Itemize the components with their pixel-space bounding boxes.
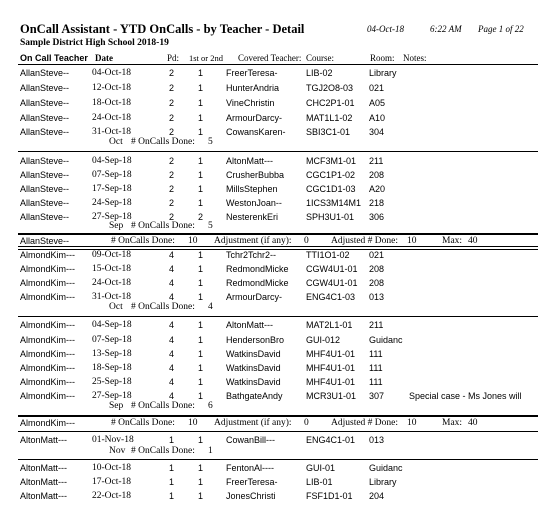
row-date: 09-Oct-18 <box>92 250 132 260</box>
month-done-value: 6 <box>208 401 213 411</box>
row-first-second: 1 <box>198 320 204 330</box>
row-date: 17-Sep-18 <box>92 184 132 194</box>
row-pd: 4 <box>169 292 175 302</box>
row-course: LIB-02 <box>306 68 333 78</box>
row-pd: 4 <box>169 264 175 274</box>
row-pd: 4 <box>169 349 175 359</box>
row-first-second: 1 <box>198 250 204 260</box>
total-teacher: AllanSteve-- <box>20 236 70 246</box>
row-covered-teacher: ArmourDarcy- <box>226 292 283 302</box>
row-first-second: 1 <box>198 435 204 445</box>
total-max-label: Max: <box>442 418 463 428</box>
row-covered-teacher: BathgateAndy <box>226 391 283 401</box>
print-time: 6:22 AM <box>430 24 462 34</box>
row-oncall-teacher: AltonMatt--- <box>20 435 68 445</box>
row-course: 1ICS3M14M1 <box>306 198 362 208</box>
row-room: 204 <box>369 491 385 501</box>
report-title: OnCall Assistant - YTD OnCalls - by Teacher - Detail <box>20 22 305 36</box>
row-oncall-teacher: AltonMatt--- <box>20 477 68 487</box>
row-first-second: 1 <box>198 391 204 401</box>
row-room: Guidanc <box>369 463 403 473</box>
row-course: MAT1L1-02 <box>306 113 353 123</box>
row-covered-teacher: Tchr2Tchr2-- <box>226 250 277 260</box>
total-adjdone-label: Adjusted # Done: <box>331 236 399 246</box>
row-course: CGC1D1-03 <box>306 184 356 194</box>
row-course: ENG4C1-01 <box>306 435 356 445</box>
row-date: 24-Oct-18 <box>92 278 132 288</box>
row-pd: 2 <box>169 198 175 208</box>
row-oncall-teacher: AllanSteve-- <box>20 113 70 123</box>
row-date: 13-Sep-18 <box>92 349 132 359</box>
month-done-label: # OnCalls Done: <box>131 302 195 312</box>
row-covered-teacher: AltonMatt--- <box>226 156 274 166</box>
row-course: FSF1D1-01 <box>306 491 353 501</box>
row-date: 18-Sep-18 <box>92 363 132 373</box>
row-oncall-teacher: AlmondKim--- <box>20 278 76 288</box>
col-notes: Notes: <box>403 53 427 63</box>
row-first-second: 1 <box>198 463 204 473</box>
row-course: SPH3U1-01 <box>306 212 355 222</box>
print-date: 04-Oct-18 <box>367 24 404 34</box>
row-first-second: 1 <box>198 335 204 345</box>
row-room: 208 <box>369 170 385 180</box>
row-first-second: 1 <box>198 170 204 180</box>
row-covered-teacher: RedmondMicke <box>226 278 289 288</box>
row-room: Library <box>369 477 397 487</box>
row-oncall-teacher: AlmondKim--- <box>20 363 76 373</box>
row-covered-teacher: ArmourDarcy- <box>226 113 283 123</box>
row-pd: 1 <box>169 477 175 487</box>
row-covered-teacher: FreerTeresa- <box>226 477 278 487</box>
row-covered-teacher: WatkinsDavid <box>226 377 281 387</box>
row-course: GUI-012 <box>306 335 341 345</box>
row-course: MAT2L1-01 <box>306 320 353 330</box>
row-course: ENG4C1-03 <box>306 292 356 302</box>
month-done-value: 5 <box>208 221 213 231</box>
row-course: MHF4U1-01 <box>306 349 356 359</box>
row-oncall-teacher: AllanSteve-- <box>20 127 70 137</box>
row-date: 31-Oct-18 <box>92 127 132 137</box>
row-pd: 4 <box>169 377 175 387</box>
total-max-value: 40 <box>468 418 478 428</box>
row-first-second: 1 <box>198 83 204 93</box>
month-done-value: 1 <box>208 446 213 456</box>
row-oncall-teacher: AlmondKim--- <box>20 320 76 330</box>
row-course: MHF4U1-01 <box>306 363 356 373</box>
row-oncall-teacher: AllanSteve-- <box>20 170 70 180</box>
row-oncall-teacher: AlmondKim--- <box>20 335 76 345</box>
row-oncall-teacher: AlmondKim--- <box>20 250 76 260</box>
row-covered-teacher: CowansKaren- <box>226 127 286 137</box>
row-date: 31-Oct-18 <box>92 292 132 302</box>
row-first-second: 1 <box>198 477 204 487</box>
row-date: 04-Sep-18 <box>92 156 132 166</box>
row-room: A20 <box>369 184 386 194</box>
row-room: Guidanc <box>369 335 403 345</box>
row-room: 304 <box>369 127 385 137</box>
month-label: Oct <box>109 302 123 312</box>
row-covered-teacher: JonesChristi <box>226 491 276 501</box>
page-number: Page 1 of 22 <box>478 24 524 34</box>
separator-rule <box>18 459 538 460</box>
row-first-second: 1 <box>198 349 204 359</box>
row-pd: 1 <box>169 491 175 501</box>
month-done-value: 4 <box>208 302 213 312</box>
row-first-second: 2 <box>198 212 204 222</box>
row-oncall-teacher: AlmondKim--- <box>20 391 76 401</box>
row-date: 24-Sep-18 <box>92 198 132 208</box>
row-covered-teacher: HunterAndria <box>226 83 280 93</box>
month-label: Sep <box>109 221 124 231</box>
header-rule <box>18 64 538 65</box>
row-covered-teacher: CrusherBubba <box>226 170 285 180</box>
total-rule <box>18 415 538 417</box>
row-room: 021 <box>369 250 385 260</box>
row-oncall-teacher: AlmondKim--- <box>20 377 76 387</box>
row-pd: 1 <box>169 463 175 473</box>
month-label: Sep <box>109 401 124 411</box>
row-oncall-teacher: AllanSteve-- <box>20 184 70 194</box>
row-covered-teacher: FentonAl---- <box>226 463 275 473</box>
row-date: 17-Oct-18 <box>92 477 132 487</box>
row-oncall-teacher: AllanSteve-- <box>20 68 70 78</box>
col-covered-teacher: Covered Teacher: <box>238 53 302 63</box>
total-adjdone-value: 10 <box>407 418 417 428</box>
row-pd: 2 <box>169 170 175 180</box>
total-adjdone-label: Adjusted # Done: <box>331 418 399 428</box>
month-label: Nov <box>109 446 126 456</box>
total-done-value: 10 <box>188 418 198 428</box>
row-oncall-teacher: AlmondKim--- <box>20 264 76 274</box>
row-covered-teacher: MillsStephen <box>226 184 278 194</box>
total-adj-value: 0 <box>304 418 309 428</box>
row-date: 25-Sep-18 <box>92 377 132 387</box>
row-room: 208 <box>369 278 385 288</box>
row-course: LIB-01 <box>306 477 333 487</box>
row-first-second: 1 <box>198 198 204 208</box>
row-room: 307 <box>369 391 385 401</box>
row-first-second: 1 <box>198 98 204 108</box>
row-room: 021 <box>369 83 385 93</box>
row-covered-teacher: WatkinsDavid <box>226 363 281 373</box>
row-covered-teacher: WestonJoan-- <box>226 198 282 208</box>
row-oncall-teacher: AlmondKim--- <box>20 349 76 359</box>
col-course: Course: <box>306 53 334 63</box>
total-adjdone-value: 10 <box>407 236 417 246</box>
row-covered-teacher: VineChristin <box>226 98 275 108</box>
row-date: 15-Oct-18 <box>92 264 132 274</box>
total-adj-label: Adjustment (if any): <box>214 236 292 246</box>
col-first-second: 1st or 2nd <box>189 53 223 63</box>
row-room: Library <box>369 68 397 78</box>
row-room: 111 <box>369 349 383 359</box>
row-room: 208 <box>369 264 385 274</box>
row-oncall-teacher: AlmondKim--- <box>20 292 76 302</box>
row-first-second: 1 <box>198 184 204 194</box>
total-adj-value: 0 <box>304 236 309 246</box>
row-course: CHC2P1-01 <box>306 98 355 108</box>
row-pd: 2 <box>169 184 175 194</box>
row-course: MCF3M1-01 <box>306 156 357 166</box>
row-date: 27-Sep-18 <box>92 391 132 401</box>
row-pd: 2 <box>169 127 175 137</box>
total-done-label: # OnCalls Done: <box>111 236 175 246</box>
total-teacher: AlmondKim--- <box>20 418 76 428</box>
month-done-value: 5 <box>208 137 213 147</box>
row-oncall-teacher: AllanSteve-- <box>20 156 70 166</box>
separator-rule <box>18 316 538 317</box>
row-room: 013 <box>369 292 385 302</box>
row-course: MHF4U1-01 <box>306 377 356 387</box>
row-oncall-teacher: AllanSteve-- <box>20 212 70 222</box>
row-date: 24-Oct-18 <box>92 113 132 123</box>
row-first-second: 1 <box>198 113 204 123</box>
total-done-label: # OnCalls Done: <box>111 418 175 428</box>
col-oncall-teacher: On Call Teacher <box>20 53 88 63</box>
row-oncall-teacher: AllanSteve-- <box>20 98 70 108</box>
row-date: 01-Nov-18 <box>92 435 134 445</box>
month-done-label: # OnCalls Done: <box>131 137 195 147</box>
row-pd: 2 <box>169 156 175 166</box>
row-notes: Special case - Ms Jones will <box>409 391 522 401</box>
row-course: CGC1P1-02 <box>306 170 356 180</box>
row-pd: 4 <box>169 335 175 345</box>
row-first-second: 1 <box>198 363 204 373</box>
row-room: 211 <box>369 320 384 330</box>
row-course: TTI1O1-02 <box>306 250 350 260</box>
row-pd: 2 <box>169 98 175 108</box>
row-first-second: 1 <box>198 68 204 78</box>
row-date: 04-Oct-18 <box>92 68 132 78</box>
row-covered-teacher: RedmondMicke <box>226 264 289 274</box>
total-adj-label: Adjustment (if any): <box>214 418 292 428</box>
row-first-second: 1 <box>198 156 204 166</box>
row-pd: 2 <box>169 68 175 78</box>
total-max-value: 40 <box>468 236 478 246</box>
row-course: GUI-01 <box>306 463 336 473</box>
row-date: 22-Oct-18 <box>92 491 132 501</box>
row-covered-teacher: NesterenkEri <box>226 212 279 222</box>
month-done-label: # OnCalls Done: <box>131 401 195 411</box>
row-oncall-teacher: AltonMatt--- <box>20 491 68 501</box>
row-room: 111 <box>369 377 383 387</box>
row-room: 211 <box>369 156 384 166</box>
row-date: 18-Oct-18 <box>92 98 132 108</box>
row-oncall-teacher: AllanSteve-- <box>20 198 70 208</box>
row-pd: 4 <box>169 320 175 330</box>
month-done-label: # OnCalls Done: <box>131 221 195 231</box>
row-course: CGW4U1-01 <box>306 264 358 274</box>
month-label: Oct <box>109 137 123 147</box>
row-first-second: 1 <box>198 292 204 302</box>
row-covered-teacher: WatkinsDavid <box>226 349 281 359</box>
row-oncall-teacher: AltonMatt--- <box>20 463 68 473</box>
row-course: TGJ2O8-03 <box>306 83 354 93</box>
row-covered-teacher: CowanBill--- <box>226 435 276 445</box>
row-date: 07-Sep-18 <box>92 335 132 345</box>
row-pd: 4 <box>169 250 175 260</box>
row-date: 27-Sep-18 <box>92 212 132 222</box>
total-underline <box>18 431 538 432</box>
row-room: 013 <box>369 435 385 445</box>
school-name: Sample District High School 2018-19 <box>20 38 169 48</box>
row-course: SBI3C1-01 <box>306 127 351 137</box>
total-max-label: Max: <box>442 236 463 246</box>
row-pd: 4 <box>169 363 175 373</box>
total-done-value: 10 <box>188 236 198 246</box>
row-pd: 2 <box>169 212 175 222</box>
row-room: A05 <box>369 98 386 108</box>
row-room: 111 <box>369 363 383 373</box>
row-covered-teacher: FreerTeresa- <box>226 68 278 78</box>
total-underline <box>18 249 538 250</box>
row-pd: 4 <box>169 278 175 288</box>
col-date: Date <box>95 53 113 63</box>
row-date: 07-Sep-18 <box>92 170 132 180</box>
row-first-second: 1 <box>198 278 204 288</box>
row-first-second: 1 <box>198 127 204 137</box>
row-pd: 2 <box>169 113 175 123</box>
row-first-second: 1 <box>198 377 204 387</box>
col-pd: Pd: <box>167 53 180 63</box>
row-oncall-teacher: AllanSteve-- <box>20 83 70 93</box>
month-done-label: # OnCalls Done: <box>131 446 195 456</box>
row-course: CGW4U1-01 <box>306 278 358 288</box>
row-date: 04-Sep-18 <box>92 320 132 330</box>
row-pd: 4 <box>169 391 175 401</box>
row-course: MCR3U1-01 <box>306 391 357 401</box>
row-room: 218 <box>369 198 385 208</box>
row-first-second: 1 <box>198 264 204 274</box>
row-pd: 2 <box>169 83 175 93</box>
row-pd: 1 <box>169 435 175 445</box>
row-room: 306 <box>369 212 385 222</box>
col-room: Room: <box>370 53 395 63</box>
separator-rule <box>18 151 538 152</box>
row-covered-teacher: AltonMatt--- <box>226 320 274 330</box>
row-covered-teacher: HendersonBro <box>226 335 285 345</box>
row-first-second: 1 <box>198 491 204 501</box>
total-rule <box>18 233 538 235</box>
row-date: 12-Oct-18 <box>92 83 132 93</box>
row-date: 10-Oct-18 <box>92 463 132 473</box>
row-room: A10 <box>369 113 386 123</box>
